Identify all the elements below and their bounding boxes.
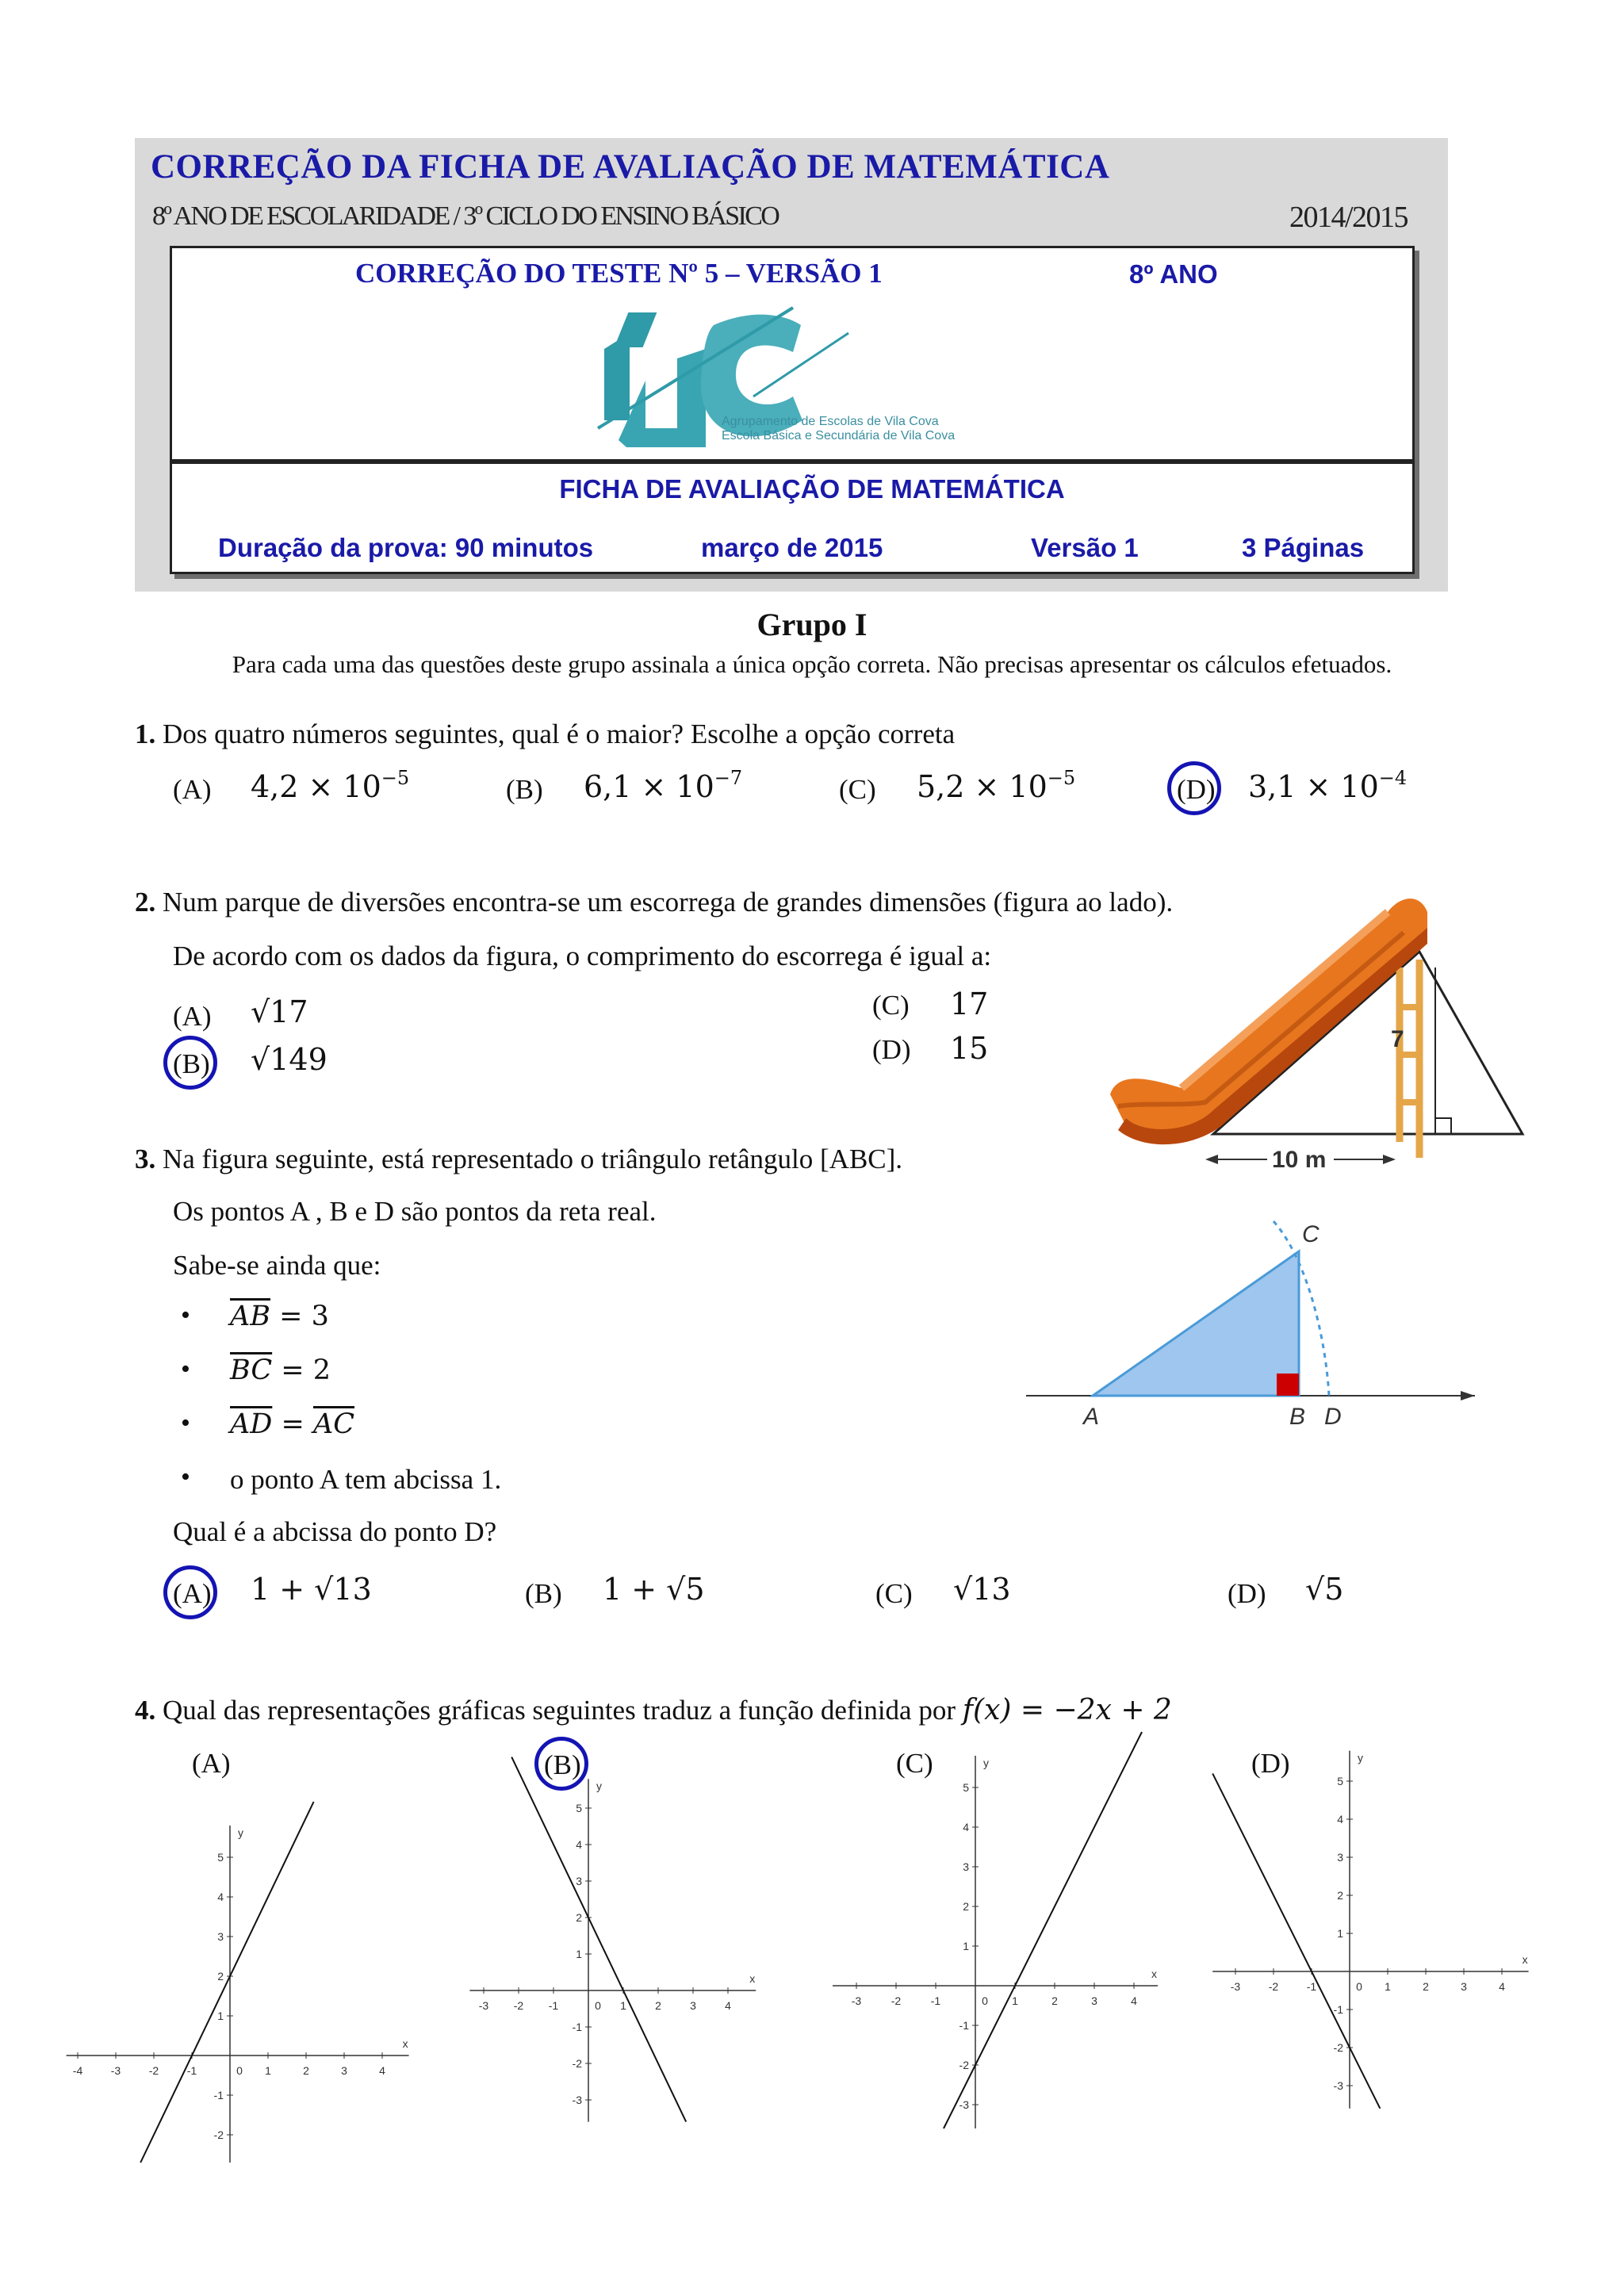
x-tick-label: 0 [595, 1999, 601, 2012]
q1-option-c-label[interactable]: (C) [839, 774, 876, 805]
x-tick-label: 0 [236, 2064, 243, 2077]
q2-option-b-value: √149 [251, 1042, 327, 1077]
q1-answer-circle [1167, 761, 1221, 815]
x-tick-label: 2 [655, 1999, 661, 2012]
x-tick-label: 0 [1356, 1980, 1362, 1993]
y-tick-label: 4 [963, 1821, 969, 1833]
bullet-1: • [181, 1301, 190, 1330]
y-axis-label: y [238, 1826, 243, 1839]
q1-option-b-label[interactable]: (B) [506, 774, 543, 805]
y-tick-label: 1 [217, 2010, 224, 2022]
x-tick-label: -3 [1230, 1980, 1241, 1993]
y-tick-label: -1 [572, 2021, 582, 2033]
question-number: 4. [135, 1695, 156, 1726]
y-tick-label: 4 [576, 1838, 582, 1851]
function-line [1212, 1773, 1380, 2108]
y-tick-label: 2 [217, 1970, 224, 1983]
x-tick-label: 3 [1091, 1994, 1097, 2007]
y-tick-label: 1 [1337, 1927, 1343, 1940]
condition-a-abscissa: o ponto A tem abcissa 1. [230, 1464, 502, 1495]
y-tick-label: -3 [572, 2094, 582, 2106]
question-4 [135, 1694, 1172, 1726]
y-tick-label: 5 [576, 1802, 582, 1814]
x-tick-label: -1 [930, 1994, 941, 2007]
x-tick-label: 3 [1461, 1980, 1467, 1993]
condition-ad-ac: $\overline{AD} = \overline{AC}$ [230, 1408, 355, 1440]
question-3-question: Qual é a abcissa do ponto D? [173, 1516, 497, 1547]
q2-answer-circle [163, 1036, 217, 1090]
test-grade: 8º ANO [1129, 259, 1218, 289]
bullet-2: • [181, 1354, 190, 1384]
point-c-label: C [1302, 1221, 1320, 1247]
x-tick-label: -2 [891, 1994, 902, 2007]
x-tick-label: -2 [148, 2064, 159, 2077]
q3-option-b-label[interactable]: (B) [525, 1578, 562, 1609]
right-angle-mark [1435, 1118, 1451, 1134]
question-3-text-2: Os pontos A , B e D são pontos da reta real. [173, 1196, 657, 1227]
q2-option-a-label[interactable]: (A) [173, 1001, 212, 1032]
q2-option-a-value: √17 [251, 994, 308, 1029]
q3-option-c-label[interactable]: (C) [875, 1578, 913, 1609]
y-tick-label: 1 [963, 1940, 969, 1952]
x-tick-label: 1 [620, 1999, 626, 2012]
base-label: 10 m [1272, 1147, 1327, 1173]
x-tick-label: -3 [478, 1999, 489, 2012]
bullet-4: • [181, 1462, 190, 1492]
x-tick-label: 4 [1499, 1980, 1505, 1993]
y-axis-label: y [596, 1780, 602, 1793]
x-tick-label: 2 [303, 2064, 309, 2077]
y-tick-label: -2 [572, 2057, 582, 2070]
slide-figure [1094, 880, 1530, 1174]
x-tick-label: -4 [72, 2064, 83, 2077]
x-tick-label: -2 [1268, 1980, 1279, 1993]
x-tick-label: 2 [1423, 1980, 1429, 1993]
school-logo [595, 301, 1007, 452]
x-tick-label: -1 [548, 1999, 559, 2012]
x-tick-label: 0 [982, 1994, 988, 2007]
condition-bc: $\overline{BC} = 2$ [230, 1354, 331, 1386]
y-tick-label: 4 [1337, 1813, 1343, 1826]
point-d-label: D [1324, 1404, 1342, 1430]
ladder [1400, 960, 1419, 1158]
y-tick-label: -3 [959, 2098, 969, 2111]
exam-date: março de 2015 [701, 533, 883, 562]
y-tick-label: 3 [576, 1875, 582, 1887]
question-number: 1. [135, 718, 156, 749]
function-line [511, 1757, 686, 2122]
y-tick-label: 2 [576, 1911, 582, 1924]
q2-option-c-label[interactable]: (C) [872, 990, 910, 1021]
graph-d [1199, 1751, 1548, 2125]
question-2 [135, 887, 1173, 918]
q2-option-b-label[interactable]: (B) [173, 1048, 210, 1079]
question-text: Qual das representações gráficas seguintes traduz a função definida por [163, 1695, 956, 1726]
y-tick-label: -3 [1333, 2079, 1343, 2092]
q1-option-a-label[interactable]: (A) [173, 774, 212, 805]
question-text: Na figura seguinte, está representado o triângulo retângulo [ABC]. [163, 1144, 903, 1174]
y-axis-label: y [1358, 1751, 1363, 1764]
q4-option-d-label[interactable]: (D) [1251, 1748, 1290, 1779]
x-tick-label: 1 [1385, 1980, 1391, 1993]
x-axis-label: x [1151, 1967, 1157, 1980]
question-2-text-2: De acordo com os dados da figura, o comprimento do escorrega é igual a: [173, 941, 992, 971]
y-tick-label: -2 [213, 2128, 224, 2141]
x-tick-label: -3 [110, 2064, 121, 2077]
q3-option-a-value: 1 + √13 [251, 1572, 372, 1607]
question-1 [135, 718, 955, 750]
q1-option-d-value: $3,1 \times 10^{-4}$ [1248, 767, 1408, 804]
q4-option-b-label[interactable]: (B) [544, 1749, 581, 1780]
x-tick-label: -1 [186, 2064, 197, 2077]
question-text: Dos quatro números seguintes, qual é o maior? Escolhe a opção correta [163, 718, 956, 749]
q2-option-d-label[interactable]: (D) [872, 1034, 911, 1065]
q3-option-b-value: 1 + √5 [603, 1572, 705, 1607]
number-line-arrow [1461, 1391, 1475, 1400]
logo-caption-2: Escola Básica e Secundária de Vila Cova [722, 429, 956, 443]
base-arrow-right [1383, 1155, 1396, 1164]
y-tick-label: 3 [1337, 1851, 1343, 1864]
right-angle-square [1277, 1374, 1299, 1396]
q4-option-c-label[interactable]: (C) [896, 1748, 933, 1779]
q3-option-a-label[interactable]: (A) [173, 1578, 212, 1609]
triangle-figure [1015, 1213, 1491, 1435]
y-tick-label: 5 [217, 1851, 224, 1864]
x-tick-label: 4 [1131, 1994, 1137, 2007]
x-tick-label: 3 [341, 2064, 347, 2077]
question-number: 2. [135, 887, 156, 918]
group-instructions: Para cada uma das questões deste grupo assinala a única opção correta. Não precisas apresentar os cálculos efetuados. [232, 650, 1392, 678]
q3-option-c-value: √13 [953, 1572, 1011, 1607]
q3-answer-circle [163, 1565, 217, 1619]
exam-version: Versão 1 [1031, 533, 1139, 562]
triangle-abc [1093, 1251, 1299, 1396]
x-tick-label: -1 [1306, 1980, 1317, 1993]
exam-name: FICHA DE AVALIAÇÃO DE MATEMÁTICA [559, 474, 1065, 504]
condition-ab: $\overline{AB} = 3$ [230, 1301, 329, 1332]
question-number: 3. [135, 1144, 156, 1174]
y-tick-label: -1 [1333, 2003, 1343, 2016]
x-axis-label: x [749, 1972, 756, 1985]
x-tick-label: -2 [513, 1999, 524, 2012]
question-3 [135, 1144, 902, 1175]
document-subtitle: 8º ANO DE ESCOLARIDADE / 3º CICLO DO ENSINO BÁSICO [152, 201, 779, 231]
x-tick-label: 2 [1051, 1994, 1058, 2007]
test-title: CORREÇÃO DO TESTE Nº 5 – VERSÃO 1 [355, 258, 883, 289]
q3-option-d-label[interactable]: (D) [1228, 1578, 1266, 1609]
x-tick-label: 4 [379, 2064, 385, 2077]
y-tick-label: -1 [959, 2019, 969, 2032]
y-tick-label: -2 [1333, 2041, 1343, 2054]
slide-chute [1110, 898, 1427, 1144]
y-tick-label: -1 [213, 2089, 224, 2102]
point-b-label: B [1289, 1404, 1306, 1430]
group-heading: Grupo I [756, 607, 868, 642]
y-tick-label: 3 [963, 1860, 969, 1873]
y-tick-label: 1 [576, 1948, 582, 1960]
y-tick-label: 5 [1337, 1775, 1343, 1787]
graph-b [469, 1776, 771, 2125]
q4-option-a-label[interactable]: (A) [192, 1748, 231, 1779]
base-arrow-left [1205, 1155, 1218, 1164]
q1-option-d-label[interactable]: (D) [1177, 774, 1216, 805]
logo-caption-1: Agrupamento de Escolas de Vila Cova [722, 415, 939, 428]
y-axis-label: y [983, 1757, 989, 1769]
y-tick-label: 4 [217, 1891, 224, 1903]
document-title: CORREÇÃO DA FICHA DE AVALIAÇÃO DE MATEMÁTICA [151, 148, 1110, 186]
q3-option-d-value: √5 [1305, 1572, 1344, 1607]
x-tick-label: 4 [725, 1999, 731, 2012]
y-tick-label: 3 [217, 1930, 224, 1943]
exam-duration: Duração da prova: 90 minutos [218, 533, 594, 562]
y-tick-label: -2 [959, 2059, 969, 2071]
y-tick-label: 2 [963, 1900, 969, 1913]
q1-option-b-value: $6,1 \times 10^{-7}$ [584, 767, 743, 804]
function-formula: f(x) = −2x + 2 [962, 1694, 1172, 1726]
exam-pages: 3 Páginas [1242, 533, 1365, 562]
school-year: 2014/2015 [1289, 201, 1408, 234]
graph-c [825, 1753, 1158, 2133]
q2-option-c-value: 17 [950, 987, 989, 1021]
question-text: Num parque de diversões encontra-se um escorrega de grandes dimensões (figura ao lado). [163, 887, 1174, 918]
q1-option-c-value: $5,2 \times 10^{-5}$ [917, 767, 1076, 804]
x-axis-label: x [1522, 1953, 1528, 1966]
point-a-label: A [1083, 1404, 1100, 1430]
q2-option-d-value: 15 [950, 1031, 989, 1066]
function-line [140, 1802, 313, 2163]
bullet-3: • [181, 1408, 190, 1438]
x-axis-label: x [402, 2037, 408, 2050]
y-tick-label: 5 [963, 1781, 969, 1794]
x-tick-label: 1 [265, 2064, 271, 2077]
x-tick-label: 3 [690, 1999, 696, 2012]
question-3-text-3: Sabe-se ainda que: [173, 1250, 381, 1281]
graph-a [72, 1761, 428, 2141]
function-line [944, 1732, 1142, 2128]
y-tick-label: 2 [1337, 1889, 1343, 1902]
height-label: 7 [1391, 1026, 1404, 1052]
q1-option-a-value: $4,2 \times 10^{-5}$ [251, 767, 410, 804]
x-tick-label: -3 [851, 1994, 862, 2007]
x-tick-label: 1 [1012, 1994, 1018, 2007]
